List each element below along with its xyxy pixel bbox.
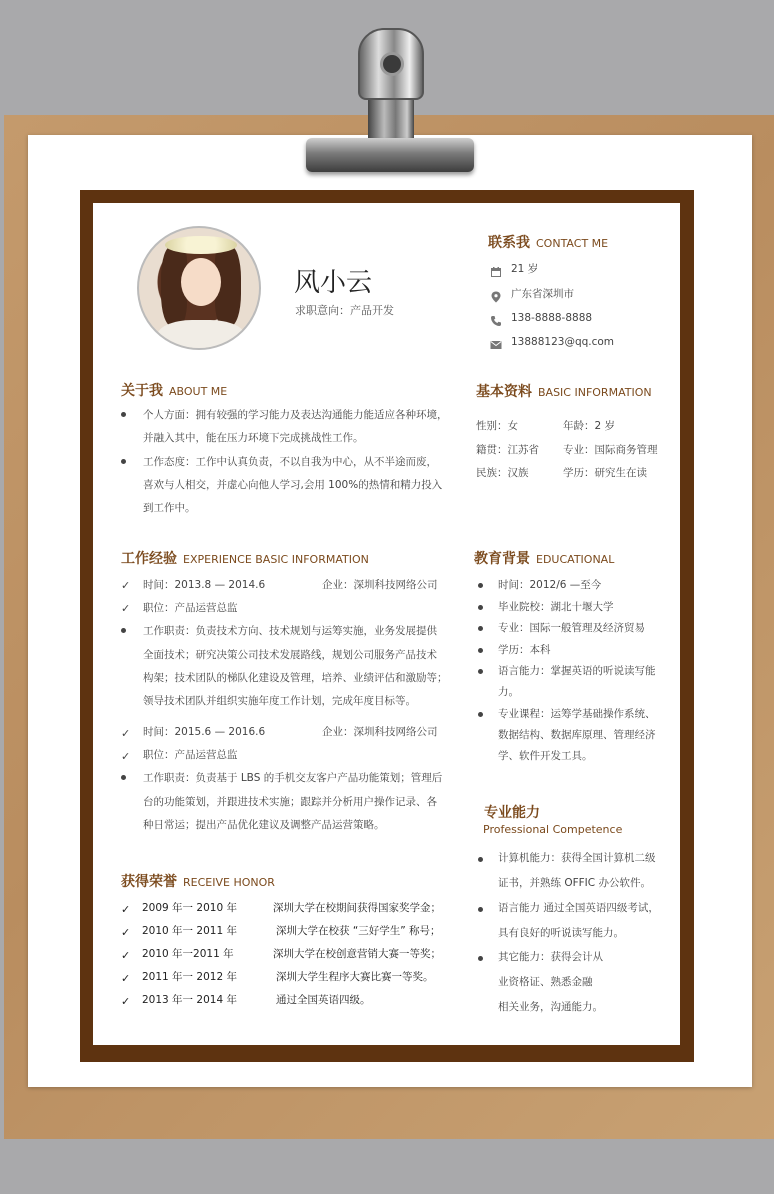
honor-year: 2010 年一2011 年 xyxy=(142,948,234,960)
contact-age: 21 岁 xyxy=(511,263,539,275)
edu-bullet xyxy=(478,712,483,717)
basic-degree: 学历：研究生在读 xyxy=(563,467,647,479)
about-line: 到工作中。 xyxy=(143,502,196,514)
skill-line: 语言能力 通过全国英语四级考试， xyxy=(498,902,659,914)
edu-item: 学历：本科 xyxy=(498,644,551,656)
job-intent: 求职意向：产品开发 xyxy=(295,304,394,317)
skills-title-en: Professional Competence xyxy=(483,823,623,836)
edu-bullet xyxy=(478,605,483,610)
edu-bullet xyxy=(478,669,483,674)
check-icon: ✓ xyxy=(121,949,131,962)
about-bullet-2 xyxy=(121,459,126,464)
honor-title-en: RECEIVE HONOR xyxy=(183,876,275,889)
avatar xyxy=(137,226,261,350)
contact-location: 广东省深圳市 xyxy=(511,288,574,300)
education-title-en: EDUCATIONAL xyxy=(536,553,615,566)
check-icon: ✓ xyxy=(121,579,131,592)
about-title-cn: 关于我 xyxy=(121,383,163,399)
skill-line: 具有良好的听说读写能力。 xyxy=(498,927,624,939)
education-title xyxy=(474,548,614,568)
basic-gender: 性别：女 xyxy=(476,420,518,432)
job2-time: 时间：2015.6 — 2016.6 xyxy=(143,726,266,738)
avatar-shirt xyxy=(157,320,245,350)
honor-award: 深圳大学在校获 “三好学生” 称号； xyxy=(276,925,441,937)
basic-major: 专业：国际商务管理 xyxy=(563,444,658,456)
honor-year: 2009 年一 2010 年 xyxy=(142,902,237,914)
about-line: 个人方面：拥有较强的学习能力及表达沟通能力能适应各种环境， xyxy=(143,409,448,421)
job1-duty-line: 构架；技术团队的梯队化建设及管理，培养、业绩评估和激励等； xyxy=(143,672,448,684)
edu-item: 时间：2012/6 —至今 xyxy=(498,579,602,591)
contact-title-cn: 联系我 xyxy=(488,235,530,251)
job1-bullet xyxy=(121,628,126,633)
avatar-flower-crown xyxy=(165,236,237,254)
honor-award: 深圳大学在校创意营销大赛一等奖； xyxy=(273,948,441,960)
job2-position: 职位：产品运营总监 xyxy=(143,749,238,761)
skill-line: 业资格证、熟悉金融 xyxy=(498,976,593,988)
education-title-cn: 教育背景 xyxy=(474,551,530,567)
person-name: 风小云 xyxy=(294,268,373,298)
honor-award: 通过全国英语四级。 xyxy=(276,994,371,1006)
about-title-en: ABOUT ME xyxy=(169,385,228,398)
binder-clip xyxy=(306,138,474,172)
calendar-icon xyxy=(490,263,502,282)
about-bullet-1 xyxy=(121,412,126,417)
contact-title-en: CONTACT ME xyxy=(536,237,609,250)
basic-ethnic: 民族：汉族 xyxy=(476,467,529,479)
honor-award: 深圳大学在校期间获得国家奖学金； xyxy=(273,902,441,914)
job1-position: 职位：产品运营总监 xyxy=(143,602,238,614)
check-icon: ✓ xyxy=(121,903,131,916)
about-title xyxy=(121,380,227,400)
job2-company: 企业：深圳科技网络公司 xyxy=(322,726,438,738)
basic-title-cn: 基本资料 xyxy=(476,384,532,400)
skill-line: 证书，并熟练 OFFIC 办公软件。 xyxy=(498,877,651,889)
edu-bullet xyxy=(478,583,483,588)
edu-item: 专业：国际一般管理及经济贸易 xyxy=(498,622,645,634)
check-icon: ✓ xyxy=(121,727,131,740)
skill-bullet xyxy=(478,956,483,961)
about-line: 工作态度：工作中认真负责，不以自我为中心，从不半途而废， xyxy=(143,456,437,468)
mail-icon xyxy=(490,336,502,355)
job2-bullet xyxy=(121,775,126,780)
basic-title xyxy=(476,381,652,401)
honor-award: 深圳大学生程序大赛比赛一等奖。 xyxy=(276,971,434,983)
check-icon: ✓ xyxy=(121,972,131,985)
edu-bullet xyxy=(478,648,483,653)
honor-year: 2013 年一 2014 年 xyxy=(142,994,237,1006)
job1-time: 时间：2013.8 — 2014.6 xyxy=(143,579,266,591)
job1-duty-line: 工作职责：负责技术方向、技术规划与运筹实施，业务发展提供 xyxy=(143,625,437,637)
job1-duty-line: 全面技术；研究决策公司技术发展路线，规划公司服务产品技术 xyxy=(143,649,437,661)
avatar-face xyxy=(181,258,221,306)
contact-title xyxy=(488,232,608,252)
contact-phone: 138-8888-8888 xyxy=(511,312,593,324)
edu-item: 语言能力：掌握英语的听说读写能 xyxy=(498,665,656,677)
edu-item: 数据结构、数据库原理、管理经济 xyxy=(498,729,656,741)
honor-year: 2011 年一 2012 年 xyxy=(142,971,237,983)
basic-native: 籍贯：江苏省 xyxy=(476,444,539,456)
honor-title-cn: 获得荣誉 xyxy=(121,874,177,890)
location-icon xyxy=(490,288,502,307)
work-title-en: EXPERIENCE BASIC INFORMATION xyxy=(183,553,369,566)
skill-bullet xyxy=(478,907,483,912)
edu-item: 毕业院校：湖北十堰大学 xyxy=(498,601,614,613)
about-line: 喜欢与人相交，并虚心向他人学习,会用 100%的热情和精力投入 xyxy=(143,479,443,491)
check-icon: ✓ xyxy=(121,995,131,1008)
skill-bullet xyxy=(478,857,483,862)
check-icon: ✓ xyxy=(121,926,131,939)
job2-duty-line: 工作职责：负责基于 LBS 的手机交友客户产品功能策划；管理后 xyxy=(143,772,443,784)
work-title-cn: 工作经验 xyxy=(121,551,177,567)
edu-item: 学、软件开发工具。 xyxy=(498,750,593,762)
job2-duty-line: 台的功能策划，并跟进技术实施；跟踪并分析用户操作记录、各 xyxy=(143,796,437,808)
clip-hole xyxy=(380,52,404,76)
job1-company: 企业：深圳科技网络公司 xyxy=(322,579,438,591)
skill-line: 其它能力：获得会计从 xyxy=(498,951,603,963)
check-icon: ✓ xyxy=(121,602,131,615)
skill-line: 相关业务，沟通能力。 xyxy=(498,1001,603,1013)
basic-age: 年龄：2 岁 xyxy=(563,420,616,432)
edu-bullet xyxy=(478,626,483,631)
edu-item: 力。 xyxy=(498,686,519,698)
edu-item: 专业课程：运筹学基础操作系统、 xyxy=(498,708,656,720)
phone-icon xyxy=(490,312,502,331)
job1-duty-line: 领导技术团队并组织实施年度工作计划，完成年度目标等。 xyxy=(143,695,416,707)
honor-title xyxy=(121,871,275,891)
work-title xyxy=(121,548,369,568)
contact-email: 13888123@qq.com xyxy=(511,336,615,348)
skill-line: 计算机能力：获得全国计算机二级 xyxy=(498,852,656,864)
about-line: 并融入其中，能在压力环境下完成挑战性工作。 xyxy=(143,432,364,444)
honor-year: 2010 年一 2011 年 xyxy=(142,925,237,937)
skills-title: 专业能力 xyxy=(484,805,540,821)
basic-title-en: BASIC INFORMATION xyxy=(538,386,652,399)
check-icon: ✓ xyxy=(121,750,131,763)
job2-duty-line: 种日常运；提出产品优化建议及调整产品运营策略。 xyxy=(143,819,385,831)
